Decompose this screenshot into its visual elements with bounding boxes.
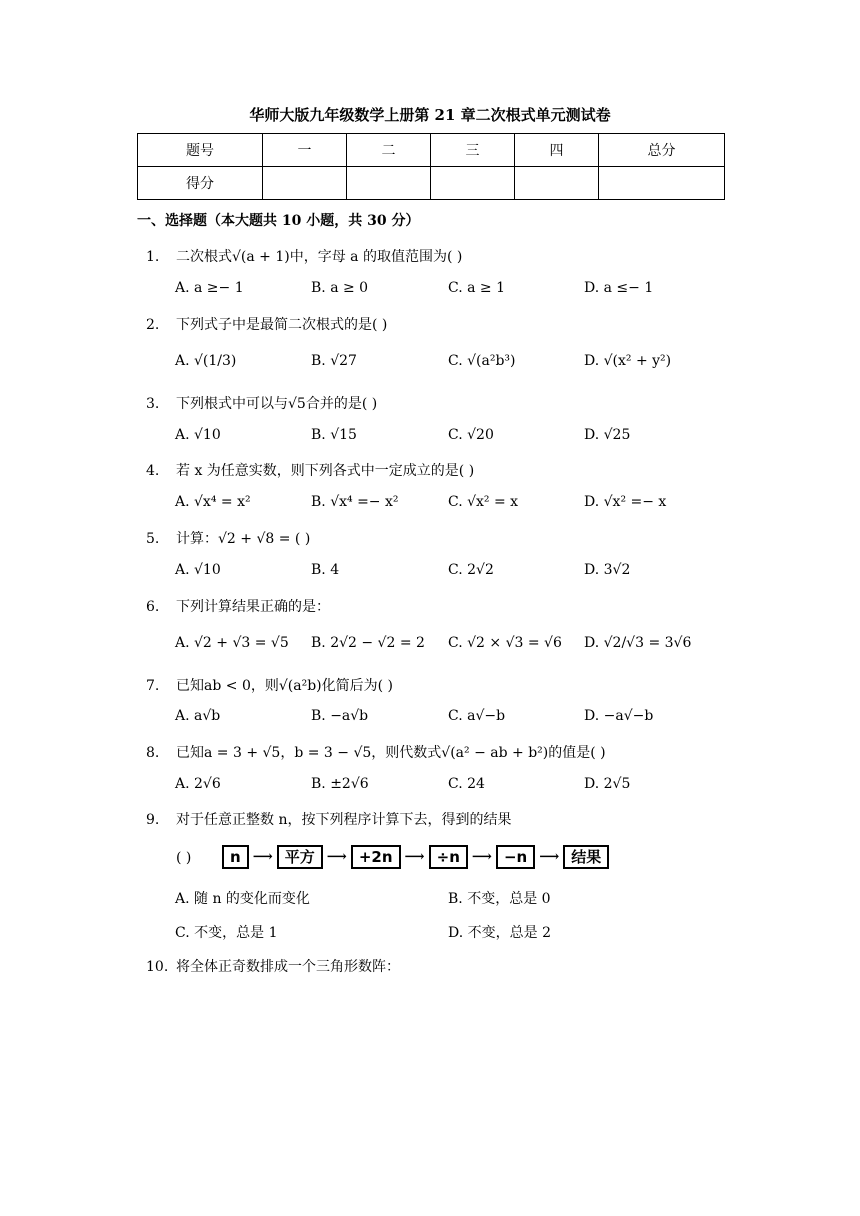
question-number: 3. bbox=[146, 396, 160, 412]
option: B. 4 bbox=[311, 562, 340, 578]
option: B. 不变，总是 0 bbox=[448, 891, 551, 907]
question-number: 4. bbox=[146, 463, 160, 479]
question bbox=[146, 596, 330, 616]
question-text: 二次根式√(a + 1)中，字母 a 的取值范围为( ) bbox=[176, 249, 463, 265]
table-cell: 总分 bbox=[599, 134, 725, 167]
score-cell[interactable] bbox=[263, 167, 347, 200]
page-title: 华师大版九年级数学上册第 21 章二次根式单元测试卷 bbox=[249, 106, 611, 124]
flow-box: −n bbox=[496, 845, 535, 869]
question-text: 计算：√2 + √8 = ( ) bbox=[176, 531, 311, 547]
option: C. a√−b bbox=[448, 708, 506, 724]
option: A. √(1/3) bbox=[175, 353, 237, 369]
question-number: 8. bbox=[146, 745, 160, 761]
score-cell[interactable] bbox=[431, 167, 515, 200]
table-cell: 二 bbox=[347, 134, 431, 167]
option: C. √x² = x bbox=[448, 494, 519, 510]
option: C. √20 bbox=[448, 427, 494, 443]
option: C. 不变，总是 1 bbox=[175, 925, 278, 941]
question bbox=[146, 246, 462, 266]
option: A. a ≥− 1 bbox=[175, 280, 244, 296]
question-text: 已知a = 3 + √5，b = 3 − √5，则代数式√(a² − ab + b²)的值是( ) bbox=[176, 745, 606, 761]
option: D. √25 bbox=[584, 427, 631, 443]
question-text: 下列根式中可以与√5合并的是( ) bbox=[176, 396, 378, 412]
option: A. √10 bbox=[175, 427, 221, 443]
question bbox=[146, 528, 310, 548]
option: C. a ≥ 1 bbox=[448, 280, 505, 296]
question bbox=[146, 460, 474, 480]
option: B. a ≥ 0 bbox=[311, 280, 369, 296]
option: D. √x² =− x bbox=[584, 494, 667, 510]
arrow-right-icon: ⟶ bbox=[326, 849, 347, 865]
option: A. √10 bbox=[175, 562, 221, 578]
option: D. √(x² + y²) bbox=[584, 353, 672, 369]
option: B. ±2√6 bbox=[311, 776, 369, 792]
option: C. √(a²b³) bbox=[448, 353, 516, 369]
arrow-right-icon: ⟶ bbox=[404, 849, 425, 865]
option: C. 2√2 bbox=[448, 562, 494, 578]
question bbox=[146, 314, 387, 334]
table-cell: 三 bbox=[431, 134, 515, 167]
question-text: 将全体正奇数排成一个三角形数阵： bbox=[176, 959, 400, 975]
question-number: 9. bbox=[146, 812, 160, 828]
section-heading: 一、选择题（本大题共 10 小题，共 30 分） bbox=[137, 213, 420, 229]
option: D. √2/√3 = 3√6 bbox=[584, 635, 692, 651]
option: A. √x⁴ = x² bbox=[175, 494, 251, 510]
option: D. −a√−b bbox=[584, 708, 654, 724]
option: B. √15 bbox=[311, 427, 357, 443]
score-table bbox=[137, 133, 725, 200]
score-cell[interactable] bbox=[347, 167, 431, 200]
question-text: 下列式子中是最简二次根式的是( ) bbox=[176, 317, 388, 333]
option: D. 2√5 bbox=[584, 776, 631, 792]
option: B. 2√2 − √2 = 2 bbox=[311, 635, 425, 651]
question-number: 1. bbox=[146, 249, 160, 265]
question-number: 5. bbox=[146, 531, 160, 547]
question bbox=[146, 956, 400, 976]
question bbox=[146, 675, 393, 695]
question bbox=[146, 393, 377, 413]
question bbox=[146, 742, 606, 762]
table-cell: 得分 bbox=[138, 167, 263, 200]
flow-box: +2n bbox=[351, 845, 401, 869]
option: A. 随 n 的变化而变化 bbox=[175, 891, 310, 907]
table-row bbox=[138, 167, 725, 200]
arrow-right-icon: ⟶ bbox=[471, 849, 492, 865]
question bbox=[146, 809, 511, 829]
flow-box: n bbox=[222, 845, 249, 869]
option: B. √x⁴ =− x² bbox=[311, 494, 399, 510]
option: B. −a√b bbox=[311, 708, 369, 724]
question-text: 对于任意正整数 n，按下列程序计算下去，得到的结果 bbox=[176, 812, 512, 828]
flow-box: 平方 bbox=[277, 845, 323, 869]
option: D. 3√2 bbox=[584, 562, 631, 578]
option: C. 24 bbox=[448, 776, 485, 792]
question-number: 7. bbox=[146, 678, 160, 694]
table-cell: 一 bbox=[263, 134, 347, 167]
table-row bbox=[138, 134, 725, 167]
option: C. √2 × √3 = √6 bbox=[448, 635, 562, 651]
arrow-right-icon: ⟶ bbox=[539, 849, 560, 865]
table-cell: 题号 bbox=[138, 134, 263, 167]
question-text: 下列计算结果正确的是： bbox=[176, 599, 330, 615]
table-cell: 四 bbox=[515, 134, 599, 167]
question-number: 6. bbox=[146, 599, 160, 615]
option: B. √27 bbox=[311, 353, 357, 369]
flow-box: ÷n bbox=[429, 845, 468, 869]
option: A. √2 + √3 = √5 bbox=[175, 635, 289, 651]
option: D. a ≤− 1 bbox=[584, 280, 654, 296]
score-cell[interactable] bbox=[515, 167, 599, 200]
arrow-right-icon: ⟶ bbox=[252, 849, 273, 865]
option: A. 2√6 bbox=[175, 776, 221, 792]
flow-box: 结果 bbox=[563, 845, 609, 869]
program-flowchart bbox=[222, 845, 609, 869]
question-number: 2. bbox=[146, 317, 160, 333]
option: D. 不变，总是 2 bbox=[448, 925, 551, 941]
question-text: 若 x 为任意实数，则下列各式中一定成立的是( ) bbox=[176, 463, 475, 479]
question-text: 已知ab < 0，则√(a²b)化简后为( ) bbox=[176, 678, 393, 694]
answer-parentheses: ( ) bbox=[176, 850, 192, 866]
score-cell[interactable] bbox=[599, 167, 725, 200]
question-number: 10. bbox=[146, 959, 169, 975]
option: A. a√b bbox=[175, 708, 221, 724]
